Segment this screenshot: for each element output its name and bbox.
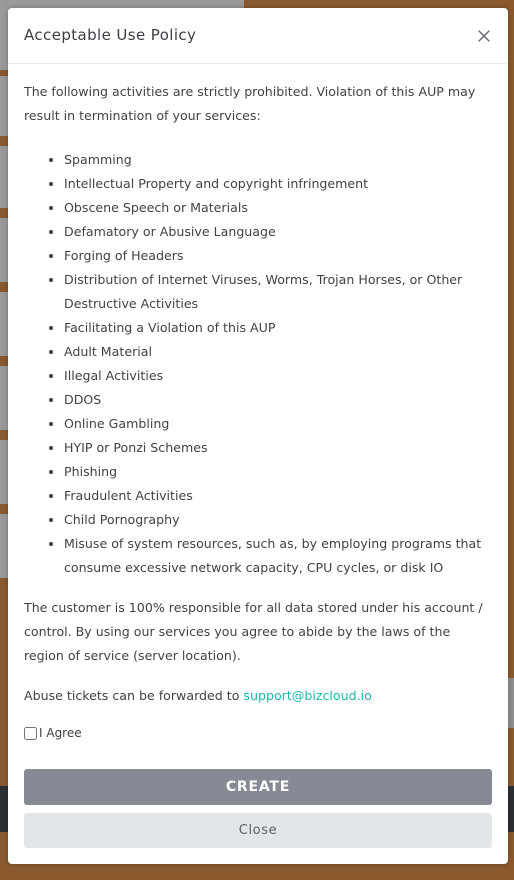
list-item: • Fraudulent Activities	[64, 484, 494, 508]
close-icon[interactable]	[474, 26, 494, 46]
agree-row[interactable]	[24, 724, 82, 742]
agree-label: I Agree	[39, 726, 82, 740]
list-item: • Obscene Speech or Materials	[64, 196, 494, 220]
list-item: • Defamatory or Abusive Language	[64, 220, 494, 244]
list-item: • Intellectual Property and copyright infringement	[64, 172, 494, 196]
list-item: • Facilitating a Violation of this AUP	[64, 316, 494, 340]
create-button[interactable]: CREATE	[24, 769, 492, 805]
policy-intro: The following activities are strictly prohibited. Violation of this AUP may result in termination of your services:	[24, 84, 476, 123]
list-item: • HYIP or Ponzi Schemes	[64, 436, 494, 460]
abuse-text	[24, 684, 494, 708]
list-item: • Child Pornography	[64, 508, 494, 532]
modal-title: Acceptable Use Policy	[24, 26, 197, 44]
aup-modal	[8, 8, 508, 864]
list-item: • Online Gambling	[64, 412, 494, 436]
modal-body	[24, 80, 494, 708]
close-button[interactable]: Close	[24, 813, 492, 848]
list-item: • Adult Material	[64, 340, 494, 364]
list-item: • Illegal Activities	[64, 364, 494, 388]
list-item: • Phishing	[64, 460, 494, 484]
prohibited-list	[24, 148, 494, 580]
list-item: • Distribution of Internet Viruses, Worms, Trojan Horses, or Other Destructive Activities	[64, 268, 494, 316]
modal-header	[8, 8, 508, 64]
support-email-link[interactable]: support@bizcloud.io	[243, 688, 372, 703]
list-item: • Misuse of system resources, such as, by employing programs that consume excessive network capacity, CPU cycles, or disk IO	[64, 532, 494, 580]
abuse-label: Abuse tickets can be forwarded to	[24, 688, 244, 703]
list-item: • Forging of Headers	[64, 244, 494, 268]
list-item: • Spamming	[64, 148, 494, 172]
agree-checkbox[interactable]	[24, 727, 37, 740]
responsibility-text: The customer is 100% responsible for all data stored under his account / control. By using our services you agree to abide by the laws of the region of service (server location).	[24, 600, 483, 663]
list-item: • DDOS	[64, 388, 494, 412]
